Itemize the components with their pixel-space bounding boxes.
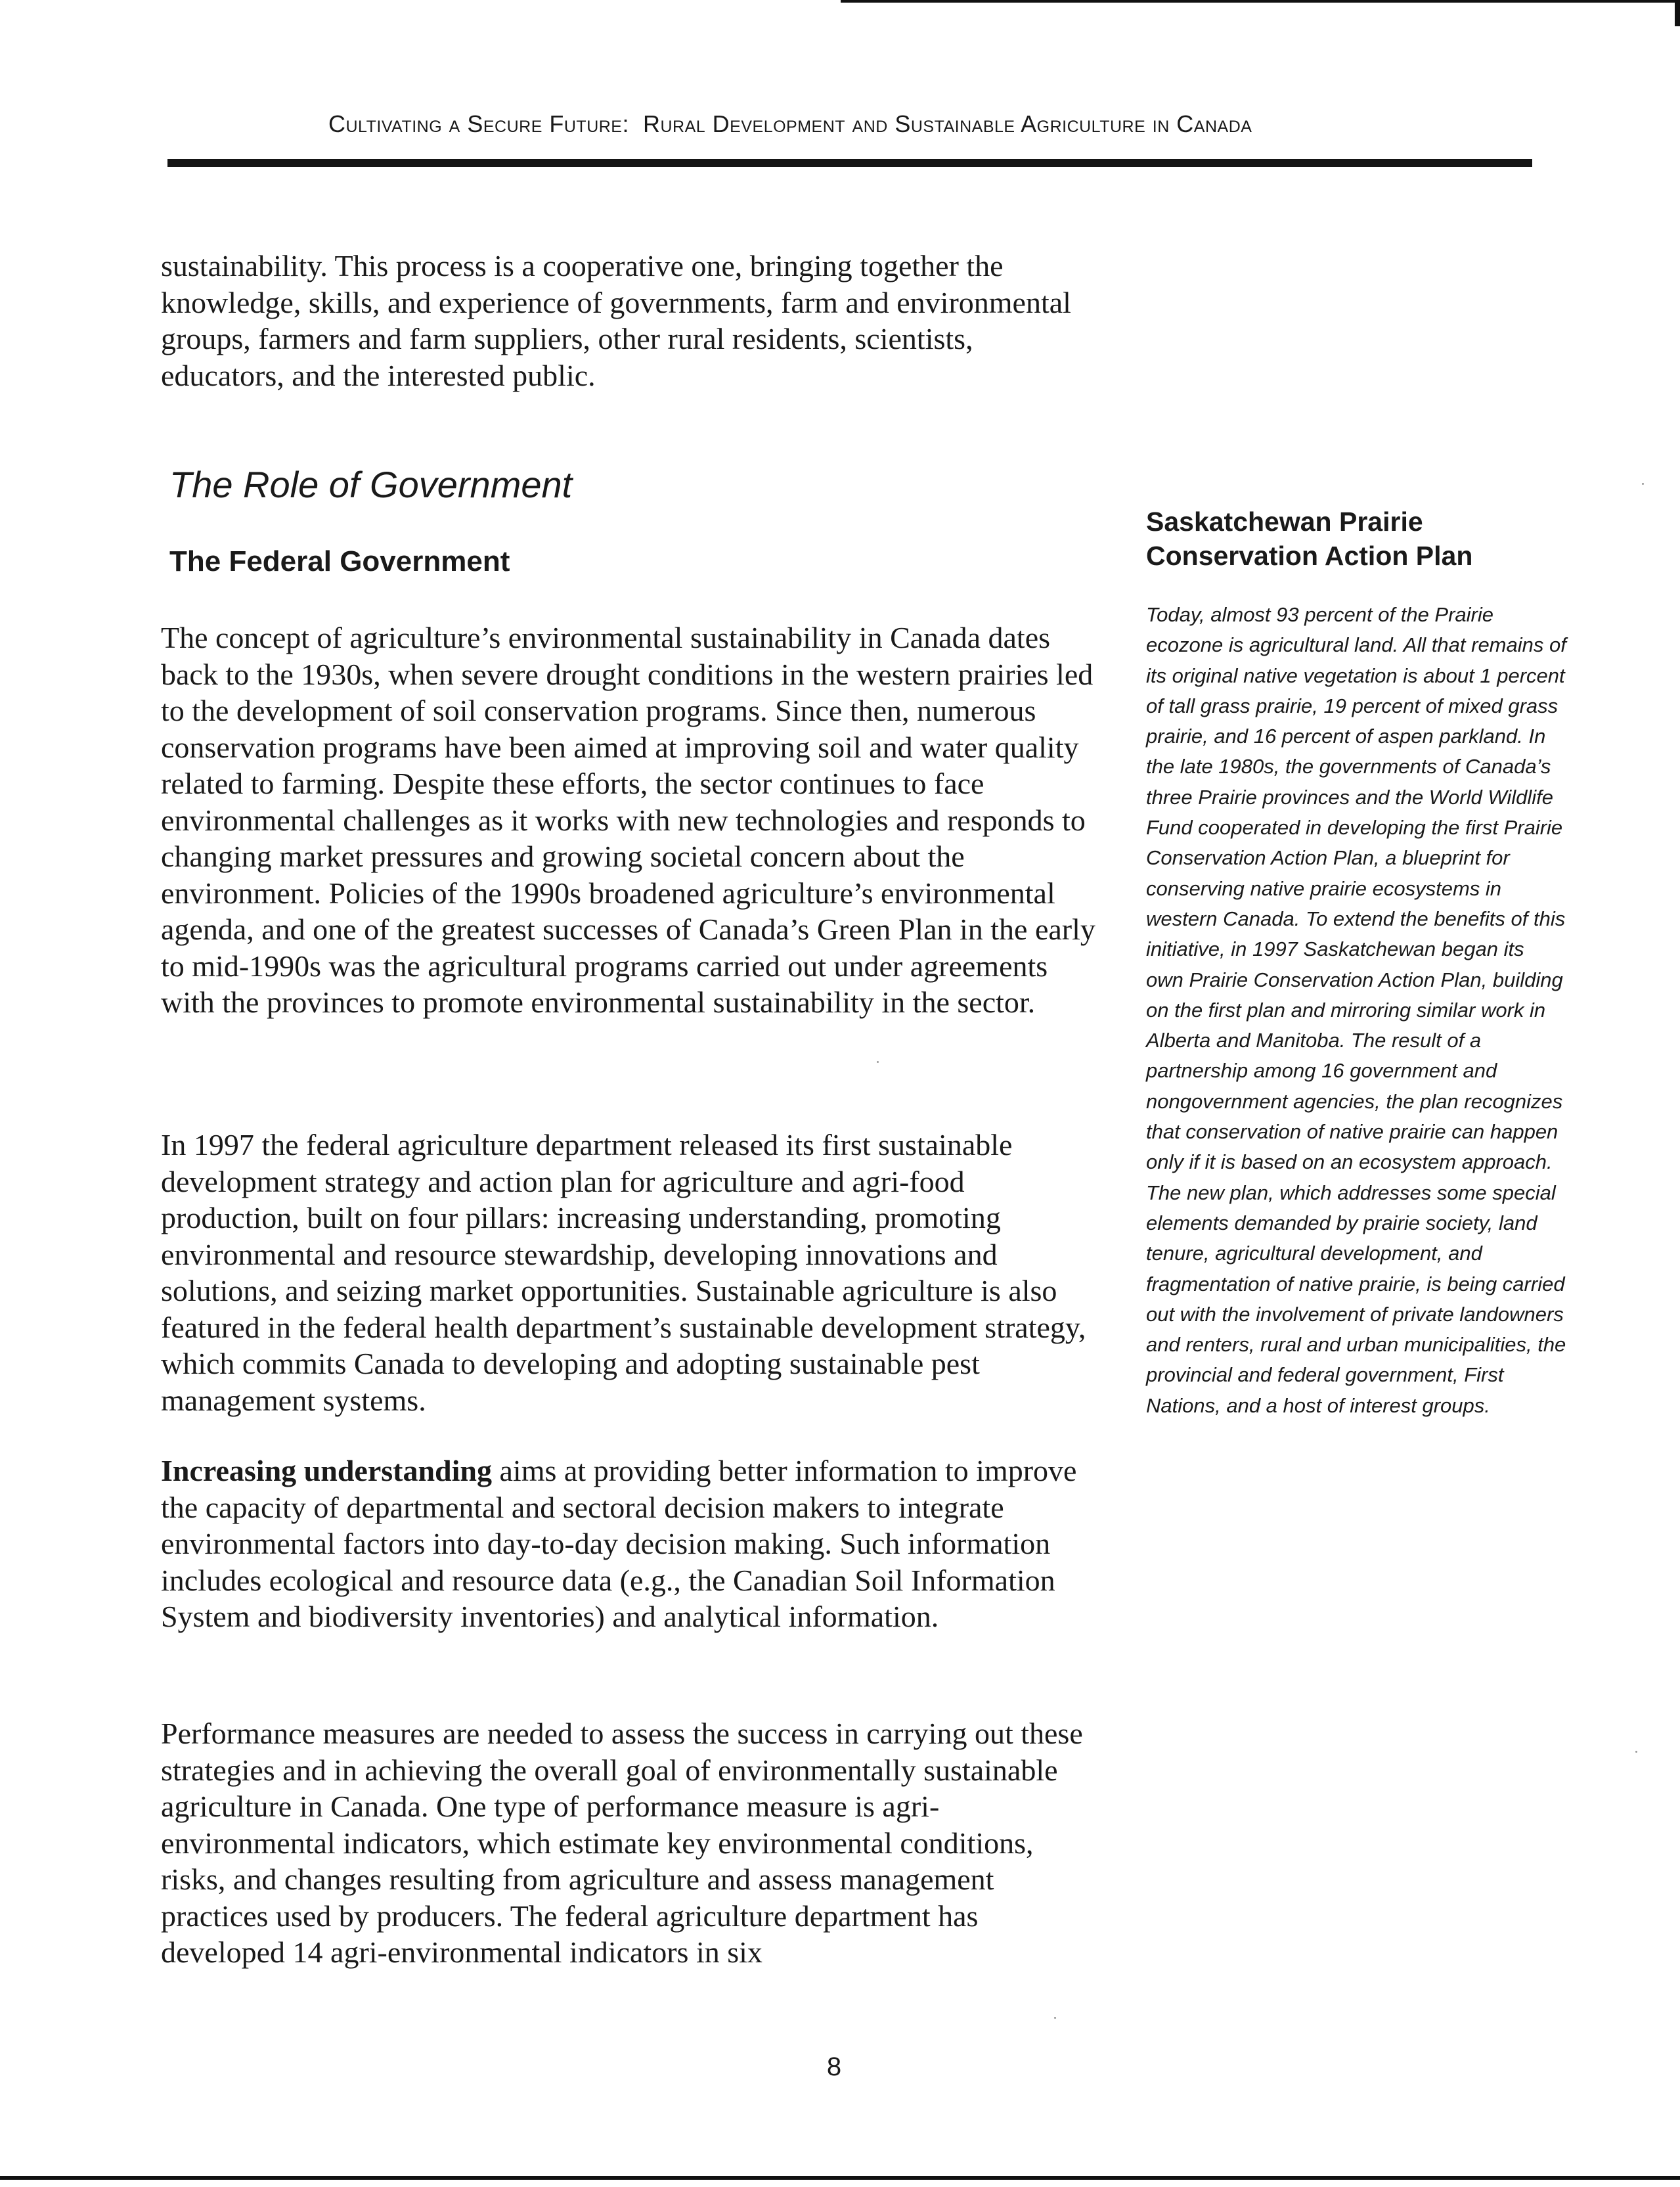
page-number: 8 (826, 2052, 842, 2081)
top-border-rule (841, 0, 1680, 3)
scan-speck (1054, 2017, 1056, 2019)
scan-speck (1635, 1751, 1637, 1753)
scan-speck (877, 1061, 879, 1063)
paragraph-understanding (161, 1453, 1100, 1635)
running-head-title: Cultivating a Secure Future: (328, 110, 629, 137)
paragraph-history: The concept of agriculture’s environmental sustainability in Canada dates back to the 1930s, when severe drought conditions in the western prairies led to the development of soil conservation programs. Since then, numerous conservation programs have been aimed at improving soil and water quality related to farming. Despite these efforts, the sector continues to face environmental challenges as it works with new technologies and responds to changing market pressures and growing societal concern about the environment. Policies of the 1990s broadened agriculture’s environmental agenda, and one of the greatest successes of Canada’s Green Plan in the early to mid-1990s was the agricultural programs carried out under agreements with the provinces to promote environmental sustainability in the sector. (161, 621, 1095, 1019)
subheading: The Federal Government (169, 545, 510, 577)
scan-speck (1642, 483, 1644, 485)
section-title: The Role of Government (169, 464, 573, 505)
paragraph-lead-term: Increasing understanding (161, 1454, 493, 1487)
running-head-subtitle: Rural Development and Sustainable Agriculture in Canada (643, 110, 1252, 137)
paragraph-understanding-text: aims at providing better information to improve the capacity of departmental and sectoral decision makers to integrate environmental factors into day-to-day decision making. Such information includes ecological and resource data (e.g., the Canadian Soil Information System and biodiversity inventories) and analytical information. (161, 1454, 1077, 1633)
bottom-border-rule (0, 2176, 1680, 2180)
sidebar-text: Today, almost 93 percent of the Prairie ecozone is agricultural land. All that remains of its original native vegetation is about 1 percent of tall grass prairie, 19 percent of mixed grass prairie, and 16 percent of aspen parkland. In the late 1980s, the governments of Canada’s three Prairie provinces and the World Wildlife Fund cooperated in developing the first Prairie Conservation Action Plan, a blueprint for conserving native prairie ecosystems in western Canada. To extend the benefits of this initiative, in 1997 Saskatchewan began its own Prairie Conservation Action Plan, building on the first plan and mirroring similar work in Alberta and Manitoba. The result of a partnership among 16 government and nongovernment agencies, the plan recognizes that conservation of native prairie can happen only if it is based on an ecosystem approach. The new plan, which addresses some special elements demanded by prairie society, land tenure, agricultural development, and fragmentation of native prairie, is being carried out with the involvement of private landowners and renters, rural and urban municipalities, the provincial and federal government, First Nations, and a host of interest groups. (1146, 603, 1566, 1417)
paragraph-strategy: In 1997 the federal agriculture department released its first sustainable development strategy and action plan for agriculture and agri-food production, built on four pillars: increasing understanding, promoting environmental and resource stewardship, developing innovations and solutions, and seizing market opportunities. Sustainable agriculture is also featured in the federal health department’s sustainable development strategy, which commits Canada to developing and adopting sustainable pest management systems. (161, 1128, 1086, 1417)
header-rule (167, 159, 1532, 167)
intro-paragraph: sustainability. This process is a cooperative one, bringing together the knowledge, skills, and experience of governments, farm and environmental groups, farmers and farm suppliers, other rural residents, scientists, educators, and the interested public. (161, 249, 1071, 392)
running-head (328, 110, 1379, 138)
sidebar-title: Saskatchewan Prairie Conservation Action Plan (1146, 507, 1473, 571)
top-corner-mark (1675, 0, 1680, 26)
paragraph-performance: Performance measures are needed to assess the success in carrying out these strategies and in achieving the overall goal of environmentally sustainable agriculture in Canada. One type of performance measure is agri-environmental indicators, which estimate key environmental conditions, risks, and changes resulting from agriculture and assess management practices used by producers. The federal agriculture department has developed 14 agri-environmental indicators in six (161, 1717, 1083, 1969)
